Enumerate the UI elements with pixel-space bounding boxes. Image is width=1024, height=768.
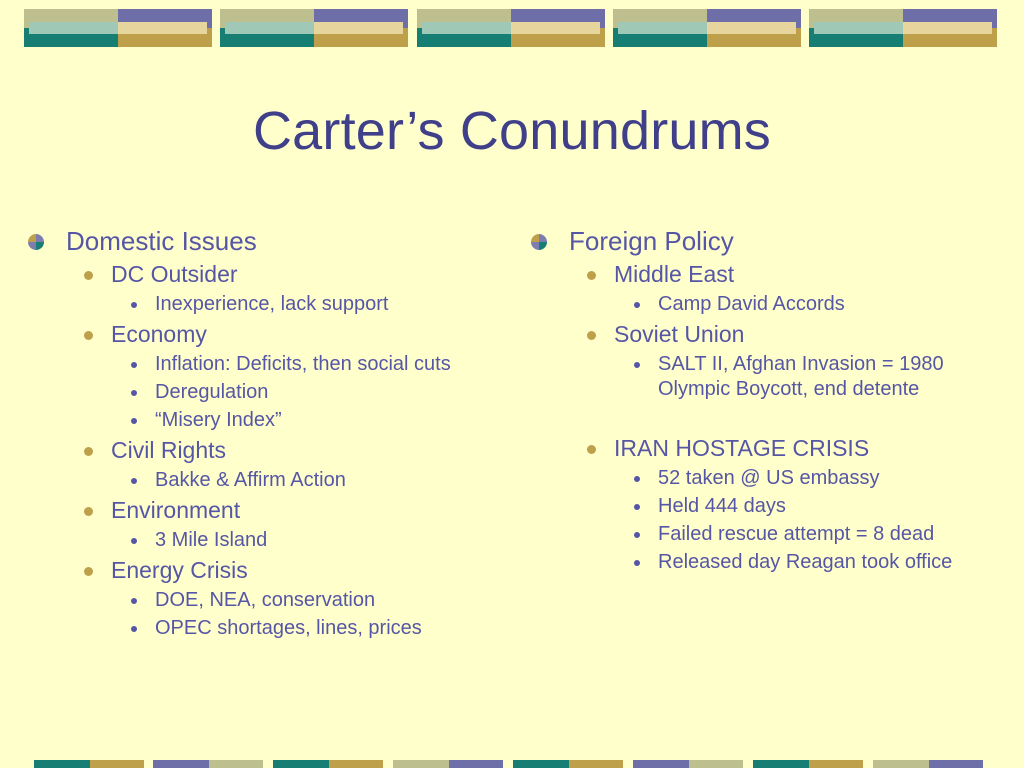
list-item: Held 444 days xyxy=(531,494,1011,519)
dot-bullet-icon xyxy=(84,507,93,516)
decor-segment xyxy=(153,760,209,768)
dot-bullet-icon xyxy=(131,362,137,368)
dot-bullet-icon xyxy=(587,331,596,340)
dot-bullet-icon xyxy=(634,532,640,538)
quad-bullet-icon xyxy=(28,234,44,250)
dot-bullet-icon xyxy=(131,598,137,604)
list-item: 52 taken @ US embassy xyxy=(531,466,1011,491)
list-item: Inflation: Deficits, then social cuts xyxy=(28,352,508,377)
decor-segment xyxy=(809,760,863,768)
list-item: Middle East xyxy=(531,259,1011,289)
list-item: DC Outsider xyxy=(28,259,508,289)
decor-segment xyxy=(873,760,929,768)
decor-tile xyxy=(24,9,212,47)
decor-segment xyxy=(34,760,90,768)
dot-bullet-icon xyxy=(84,331,93,340)
decor-segment xyxy=(569,760,623,768)
decor-segment xyxy=(929,760,983,768)
decor-tile xyxy=(809,9,997,47)
decor-segment xyxy=(393,760,449,768)
decor-segment xyxy=(449,760,503,768)
bullet-foreign-policy xyxy=(531,224,1011,258)
bullet-domestic-issues xyxy=(28,224,508,258)
dot-bullet-icon xyxy=(131,538,137,544)
list-item: DOE, NEA, conservation xyxy=(28,588,508,613)
domestic-issues-column xyxy=(28,224,508,643)
list-item: Civil Rights xyxy=(28,435,508,465)
dot-bullet-icon xyxy=(131,390,137,396)
dot-bullet-icon xyxy=(131,626,137,632)
dot-bullet-icon xyxy=(634,362,640,368)
list-item: Deregulation xyxy=(28,380,508,405)
slide-title: Carter’s Conundrums xyxy=(252,101,771,161)
spacer xyxy=(531,404,1011,432)
list-item: Failed rescue attempt = 8 dead xyxy=(531,522,1011,547)
foreign-policy-column xyxy=(531,224,1011,577)
dot-bullet-icon xyxy=(587,445,596,454)
list-item: Bakke & Affirm Action xyxy=(28,468,508,493)
heading-foreign-policy: Foreign Policy xyxy=(569,226,734,256)
decor-tile xyxy=(220,9,408,47)
decor-segment xyxy=(273,760,329,768)
dot-bullet-icon xyxy=(634,302,640,308)
dot-bullet-icon xyxy=(84,567,93,576)
list-item: “Misery Index” xyxy=(28,408,508,433)
dot-bullet-icon xyxy=(84,447,93,456)
list-item: 3 Mile Island xyxy=(28,528,508,553)
decor-segment xyxy=(633,760,689,768)
dot-bullet-icon xyxy=(131,302,137,308)
list-item: Released day Reagan took office xyxy=(531,550,988,575)
dot-bullet-icon xyxy=(131,478,137,484)
decor-segment xyxy=(209,760,263,768)
decor-segment xyxy=(689,760,743,768)
dot-bullet-icon xyxy=(634,504,640,510)
list-item: IRAN HOSTAGE CRISIS xyxy=(531,433,1011,463)
decor-segment xyxy=(90,760,144,768)
decor-tile xyxy=(417,9,605,47)
bottom-decorative-band xyxy=(0,760,1024,768)
top-decorative-band xyxy=(0,9,1024,47)
list-item: Energy Crisis xyxy=(28,555,508,585)
dot-bullet-icon xyxy=(587,271,596,280)
list-item: Inexperience, lack support xyxy=(28,292,508,317)
list-item: SALT II, Afghan Invasion = 1980 Olympic Boycott, end detente xyxy=(531,352,988,402)
decor-tile xyxy=(613,9,801,47)
list-item: Soviet Union xyxy=(531,319,1011,349)
list-item: Environment xyxy=(28,495,508,525)
dot-bullet-icon xyxy=(634,560,640,566)
list-item: OPEC shortages, lines, prices xyxy=(28,616,508,641)
list-item: Economy xyxy=(28,319,508,349)
decor-segment xyxy=(753,760,809,768)
decor-segment xyxy=(513,760,569,768)
dot-bullet-icon xyxy=(131,418,137,424)
list-item: Camp David Accords xyxy=(531,292,1011,317)
decor-segment xyxy=(329,760,383,768)
dot-bullet-icon xyxy=(84,271,93,280)
heading-domestic-issues: Domestic Issues xyxy=(66,226,257,256)
dot-bullet-icon xyxy=(634,476,640,482)
quad-bullet-icon xyxy=(531,234,547,250)
